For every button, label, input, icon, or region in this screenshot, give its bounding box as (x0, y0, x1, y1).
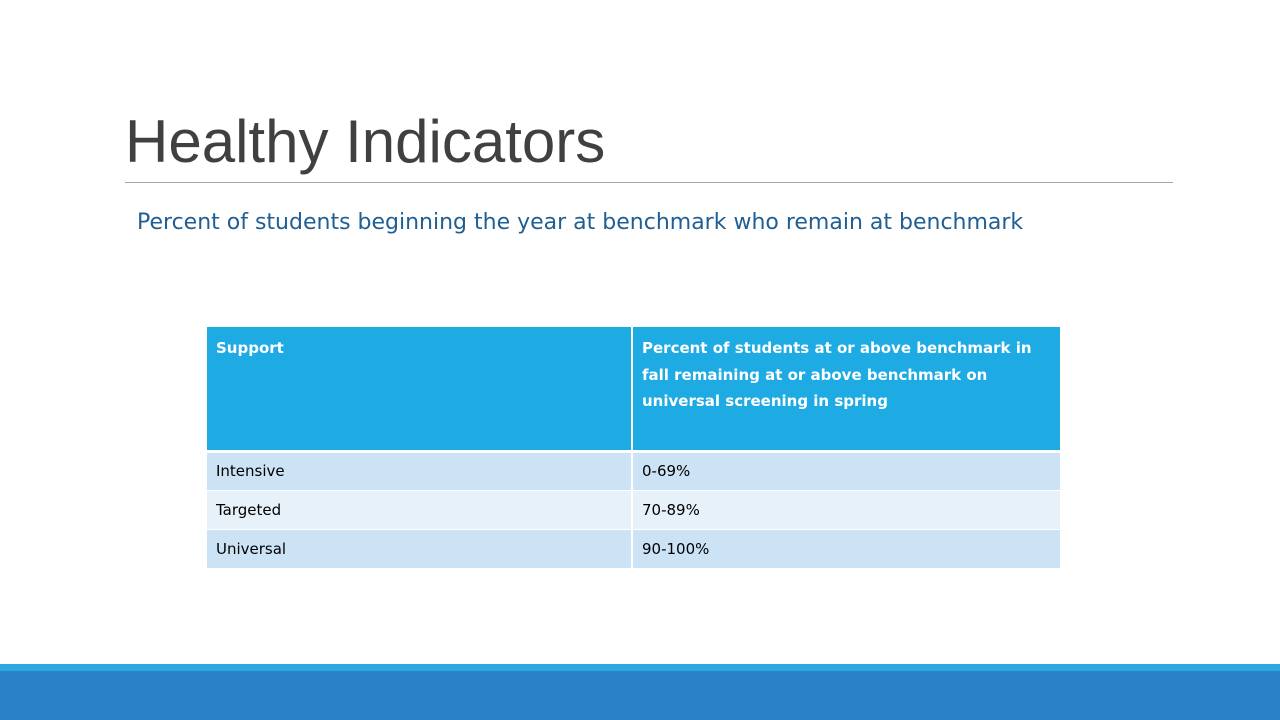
percent-cell: 90-100% (632, 529, 1060, 568)
footer-band (0, 671, 1280, 720)
table-row (207, 529, 1060, 568)
table-row (207, 451, 1060, 490)
table-header-row (207, 327, 1060, 451)
slide-subtitle: Percent of students beginning the year at benchmark who remain at benchmark (137, 210, 1024, 235)
support-cell: Targeted (207, 490, 632, 529)
title-divider (125, 182, 1173, 183)
header-support: Support (207, 327, 632, 451)
support-cell: Universal (207, 529, 632, 568)
header-percent: Percent of students at or above benchmark in fall remaining at or above benchmark on universal screening in spring (632, 327, 1060, 451)
footer-accent-stripe (0, 664, 1280, 671)
support-table (207, 327, 1060, 569)
slide-title: Healthy Indicators (125, 108, 606, 175)
table-row (207, 490, 1060, 529)
percent-cell: 70-89% (632, 490, 1060, 529)
support-cell: Intensive (207, 451, 632, 490)
percent-cell: 0-69% (632, 451, 1060, 490)
